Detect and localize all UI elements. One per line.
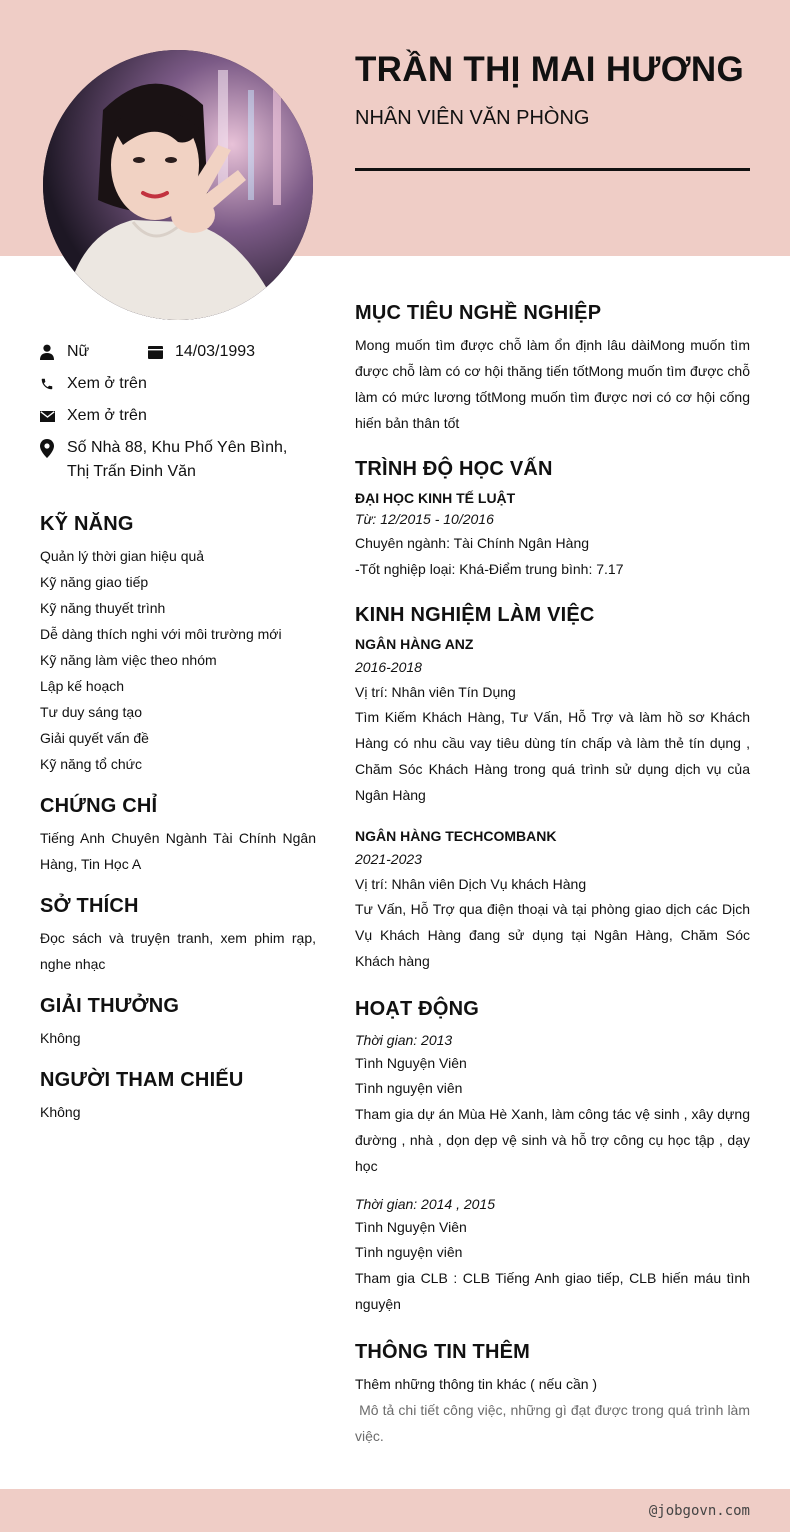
- certificates-text: Tiếng Anh Chuyên Ngành Tài Chính Ngân Hàng, Tin Học A: [40, 830, 316, 872]
- objective-section: [355, 300, 750, 436]
- company-name: NGÂN HÀNG ANZ: [355, 636, 474, 652]
- school-name: ĐẠI HỌC KINH TẾ LUẬT: [355, 490, 516, 506]
- experience-item: [355, 634, 750, 808]
- experience-section: [355, 602, 750, 974]
- certificates-section: [40, 793, 316, 877]
- awards-text: Không: [40, 1030, 81, 1046]
- calendar-icon: [148, 340, 175, 364]
- skill-item: Kỹ năng tổ chức: [40, 756, 142, 772]
- additional-info-line: Thêm những thông tin khác ( nếu cần ): [355, 1376, 598, 1392]
- hobbies-text: Đọc sách và truyện tranh, xem phim rạp, nghe nhạc: [40, 930, 316, 972]
- job-period: 2021-2023: [355, 851, 422, 867]
- skill-item: Kỹ năng làm việc theo nhóm: [40, 652, 217, 668]
- certificates-title: CHỨNG CHỈ: [40, 795, 158, 817]
- profile-photo: [43, 50, 313, 320]
- left-column: [40, 340, 316, 1125]
- skills-section: [40, 511, 316, 777]
- phone-value: Xem ở trên: [67, 375, 147, 392]
- activity-org: Tình Nguyện Viên: [355, 1055, 467, 1071]
- location-pin-icon: [40, 436, 67, 460]
- references-text: Không: [40, 1104, 81, 1120]
- education-major: Chuyên ngành: Tài Chính Ngân Hàng: [355, 535, 590, 551]
- footer-watermark: @jobgovn.com: [648, 1503, 750, 1519]
- activity-item: [355, 1192, 750, 1317]
- activity-role: Tình nguyện viên: [355, 1080, 463, 1096]
- mail-icon: [40, 404, 67, 428]
- additional-info-title: THÔNG TIN THÊM: [355, 1341, 531, 1363]
- activity-description: Tham gia dự án Mùa Hè Xanh, làm công tác vệ sinh , xây dựng đường , nhà , dọn dẹp vệ sinh và hỗ trợ công cụ học tập , dạy học: [355, 1106, 750, 1174]
- skill-item: Kỹ năng giao tiếp: [40, 574, 149, 590]
- education-section: [355, 456, 750, 582]
- skill-item: Kỹ năng thuyết trình: [40, 600, 166, 616]
- activity-time: Thời gian: 2013: [355, 1032, 453, 1048]
- activity-description: Tham gia CLB : CLB Tiếng Anh giao tiếp, CLB hiến máu tình nguyện: [355, 1270, 750, 1312]
- education-period: Từ: 12/2015 - 10/2016: [355, 511, 494, 527]
- skill-item: Giải quyết vấn đề: [40, 730, 149, 746]
- job-period: 2016-2018: [355, 659, 422, 675]
- activity-org: Tình Nguyện Viên: [355, 1219, 467, 1235]
- candidate-name: TRẦN THỊ MAI HƯƠNG: [355, 50, 744, 89]
- right-column: [355, 300, 754, 1449]
- experience-title: KINH NGHIỆM LÀM VIỆC: [355, 604, 595, 626]
- job-description: Tìm Kiếm Khách Hàng, Tư Vấn, Hỗ Trợ và làm hồ sơ Khách Hàng có nhu cầu vay tiêu dùng tín chấp và làm thẻ tín dụng , Chăm Sóc Khách Hàng trong quá trình sử dụng dịch vụ của Ngân Hàng: [355, 709, 750, 803]
- job-position: Vị trí: Nhân viên Dịch Vụ khách Hàng: [355, 876, 587, 892]
- address-value: Số Nhà 88, Khu Phố Yên Bình, Thị Trấn Đinh Văn: [67, 439, 288, 480]
- hobbies-title: SỞ THÍCH: [40, 895, 139, 917]
- phone-icon: [40, 372, 67, 396]
- activity-time: Thời gian: 2014 , 2015: [355, 1196, 496, 1212]
- contact-address: [40, 436, 316, 484]
- skill-item: Lập kế hoạch: [40, 678, 125, 694]
- awards-title: GIẢI THƯỞNG: [40, 995, 180, 1017]
- education-title: TRÌNH ĐỘ HỌC VẤN: [355, 458, 553, 480]
- skill-item: Tư duy sáng tạo: [40, 704, 142, 720]
- hobbies-section: [40, 893, 316, 977]
- person-icon: [40, 340, 67, 364]
- skill-item: Quản lý thời gian hiệu quả: [40, 548, 205, 564]
- contact-phone: [40, 372, 316, 396]
- company-name: NGÂN HÀNG TECHCOMBANK: [355, 828, 557, 844]
- activity-item: [355, 1028, 750, 1179]
- education-result: -Tốt nghiệp loại: Khá-Điểm trung bình: 7.17: [355, 561, 624, 577]
- additional-info-hint: Mô tả chi tiết công việc, những gì đạt được trong quá trình làm việc.: [355, 1402, 754, 1444]
- activities-title: HOẠT ĐỘNG: [355, 998, 480, 1020]
- job-title: NHÂN VIÊN VĂN PHÒNG: [355, 107, 590, 129]
- gender-value: Nữ: [67, 343, 90, 360]
- job-description: Tư Vấn, Hỗ Trợ qua điện thoại và tại phòng giao dịch các Dịch Vụ Khách Hàng đang sử dụng tại Ngân Hàng, Chăm Sóc Khách hàng: [355, 901, 750, 969]
- references-title: NGƯỜI THAM CHIẾU: [40, 1069, 244, 1091]
- activity-role: Tình nguyện viên: [355, 1244, 463, 1260]
- additional-info-section: [355, 1339, 754, 1449]
- contact-email: [40, 404, 316, 428]
- references-section: [40, 1067, 316, 1125]
- skills-title: KỸ NĂNG: [40, 513, 134, 535]
- title-divider: [355, 168, 750, 171]
- email-value: Xem ở trên: [67, 407, 147, 424]
- job-position: Vị trí: Nhân viên Tín Dụng: [355, 684, 516, 700]
- objective-title: MỤC TIÊU NGHỀ NGHIỆP: [355, 302, 602, 324]
- skill-item: Dễ dàng thích nghi với môi trường mới: [40, 626, 282, 642]
- experience-item: [355, 826, 750, 974]
- dob-value: 14/03/1993: [175, 343, 256, 360]
- activities-section: [355, 996, 750, 1317]
- awards-section: [40, 993, 316, 1051]
- objective-text: Mong muốn tìm được chỗ làm ổn định lâu dàiMong muốn tìm được chỗ làm có cơ hội thăng tiến tốtMong muốn tìm được chỗ làm có mức lương tốtMong muốn tìm được nơi có cơ hội cống hiến bản thân tốt: [355, 337, 750, 431]
- contact-gender-dob: [40, 340, 316, 364]
